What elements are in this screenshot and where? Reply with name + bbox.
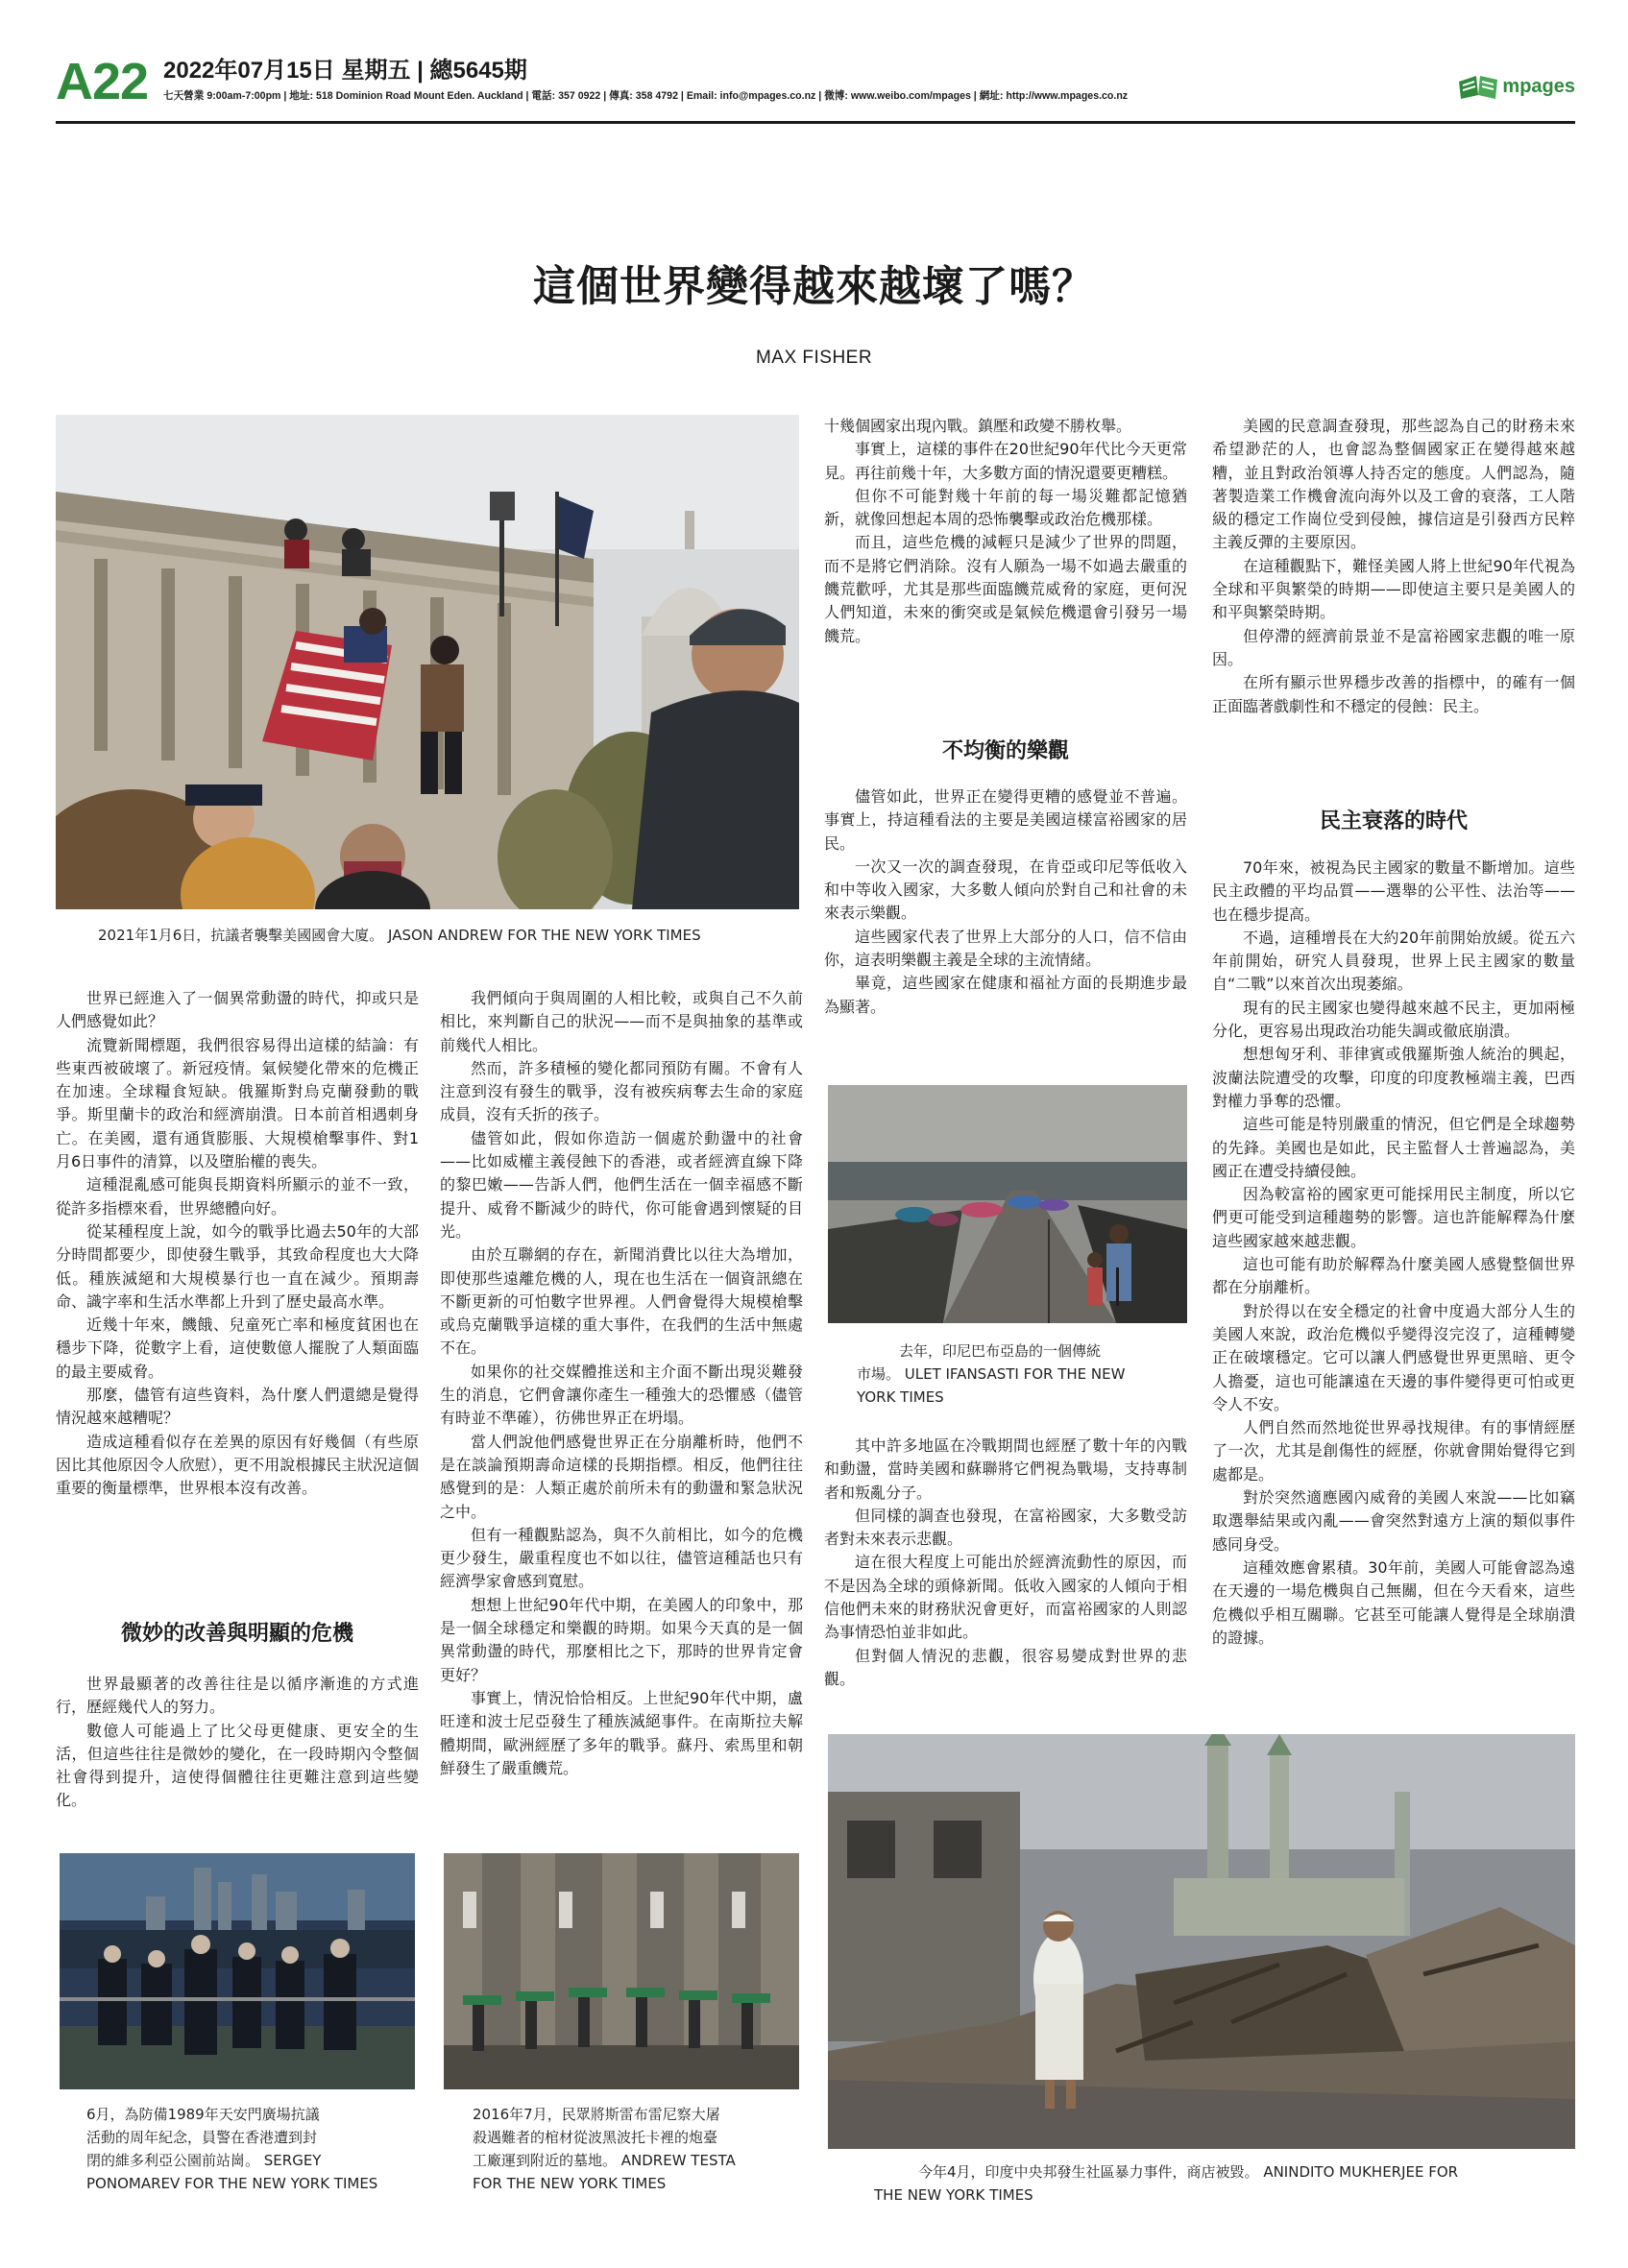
paragraph: 這種混亂感可能與長期資料所顯示的並不一致，從許多指標來看，世界總體向好。 [56,1175,419,1218]
paragraph: 近幾十年來，饑餓、兒童死亡率和極度貧困也在穩步下降，從數字上看，這使數億人擺脫了人類面臨的最主要威脅。 [56,1315,419,1381]
subhead-subtle-improvement: 微妙的改善與明顯的危機 [120,1621,353,1646]
paragraph: 由於互聯網的存在，新聞消費比以往大為增加，即使那些遠離危機的人，現在也生活在一個資訊總在不斷更新的可怕數字世界裡。人們會覺得大規模槍擊或烏克蘭戰爭這樣的重大事件，在我們的生活中無處不在。 [440,1245,803,1358]
subhead-democratic-decline: 民主衰落的時代 [1319,808,1468,833]
caption-india-destroyed-shops [874,2160,1575,2207]
brand-logo[interactable] [1457,71,1575,102]
paragraph: 但有一種觀點認為，與不久前相比，如今的危機更少發生，嚴重程度也不如以往，儘管這種話也只有經濟學家會感到寬慰。 [440,1525,803,1591]
masthead [56,52,1575,124]
caption-line: 市場。 ULET IFANSASTI FOR THE NEW [857,1365,1126,1383]
photo-papua-market [828,1085,1187,1323]
paragraph: 美國的民意調查發現，那些認為自己的財務未來希望渺茫的人，也會認為整個國家正在變得越來越糟，並且對政治領導人持否定的態度。人們認為，隨著製造業工作機會流向海外以及工會的衰落，工人階級的穩定工作崗位受到侵蝕，據信這是引發西方民粹主義反彈的主要原因。 [1212,417,1575,552]
paragraph: 想想上世紀90年代中期，在美國人的印象中，那是一個全球穩定和樂觀的時期。如果今天真的是一個異常動盪的時代，那麼相比之下，那時的世界肯定會更好？ [440,1595,803,1684]
caption-line: 工廠運到附近的墓地。 ANDREW TESTA [473,2152,736,2169]
page-number: A22 [56,53,149,110]
caption-line: 活動的周年紀念，員警在香港遭到封 [86,2129,318,2146]
paragraph: 這些可能是特別嚴重的情況，但它們是全球趨勢的先鋒。美國也是如此，民主監督人士普遍認為，美國正在遭受持續侵蝕。 [1212,1115,1575,1180]
caption-papua-market [857,1339,1183,1409]
caption-line: 閉的維多利亞公園前站崗。 SERGEY [86,2152,322,2169]
paragraph: 那麼，儘管有這些資料，為什麼人們還總是覺得情況越來越糟呢？ [56,1386,419,1428]
caption-line: YORK TIMES [857,1388,944,1406]
paragraph: 我們傾向于與周圍的人相比較，或與自己不久前相比，來判斷自己的狀況——而不是與抽象的基準或前幾代人相比。 [440,989,803,1054]
paragraph: 世界最顯著的改善往往是以循序漸進的方式進行，歷經幾代人的努力。 [56,1675,419,1717]
caption-line: 今年4月，印度中央邦發生社區暴力事件，商店被毀。 ANINDITO MUKHERJEE FOR [918,2163,1459,2181]
paragraph: 其中許多地區在冷戰期間也經歷了數十年的內戰和動盪，當時美國和蘇聯將它們視為戰場，支持專制者和叛亂分子。 [824,1436,1187,1502]
paragraph: 對於得以在安全穩定的社會中度過大部分人生的美國人來說，政治危機似乎變得沒完沒了，這種轉變正在破壞穩定。它可以讓人們感覺世界更黑暗、更令人擔憂，這也可能讓遠在天邊的事件變得更可怕或更令人不安。 [1212,1301,1575,1413]
caption-line: 2016年7月，民眾將斯雷布雷尼察大屠 [473,2106,720,2123]
column-4-bottom [1212,857,1575,1650]
caption-line: 6月，為防備1989年天安門廣場抗議 [86,2106,320,2123]
paragraph: 事實上，這樣的事件在20世紀90年代比今天更常見。再往前幾十年，大多數方面的情況還要更糟糕。 [824,440,1187,482]
paragraph: 儘管如此，假如你造訪一個處於動盪中的社會——比如威權主義侵蝕下的香港，或者經濟直線下降的黎巴嫩——告訴人們，他們生活在一個幸福感不斷提升、威脅不斷減少的時代，你可能會遇到懷疑的目光。 [440,1128,803,1241]
paragraph: 畢竟，這些國家在健康和福祉方面的長期進步最為顯著。 [824,974,1187,1016]
paragraph: 現有的民主國家也變得越來越不民主，更加兩極分化，更容易出現政治功能失調或徹底崩潰。 [1212,998,1575,1041]
column-3-middle [824,785,1187,1019]
paragraph: 這些國家代表了世界上大部分的人口，信不信由你，這表明樂觀主義是全球的主流情緒。 [824,927,1187,970]
paragraph: 數億人可能過上了比父母更健康、更安全的生活，但這些往往是微妙的變化，在一段時期內令整個社會得到提升，這使得個體往往更難注意到這些變化。 [56,1721,419,1810]
paragraph: 在所有顯示世界穩步改善的指標中，的確有一個正面臨著戲劇性和不穩定的侵蝕：民主。 [1212,673,1575,715]
paragraph: 從某種程度上說，如今的戰爭比過去50年的大部分時間都要少，即使發生戰爭，其致命程度也大大降低。種族滅絕和大規模暴行也一直在減少。預期壽命、識字率和生活水準都上升到了歷史最高水準。 [56,1221,419,1311]
paragraph: 想想匈牙利、菲律賓或俄羅斯強人統治的興起，波蘭法院遭受的攻擊，印度的印度教極端主義，巴西對權力爭奪的恐懼。 [1212,1045,1575,1110]
column-2 [440,987,803,1780]
column-1 [56,987,419,1501]
photo-capitol-riot [56,415,799,909]
caption-srebrenica-coffins [473,2103,799,2195]
paragraph: 如果你的社交媒體推送和主介面不斷出現災難發生的消息，它們會讓你產生一種強大的恐懼感（儘管有時並不準確），彷佛世界正在坍塌。 [440,1362,803,1428]
paragraph: 然而，許多積極的變化都同預防有關。不會有人注意到沒有發生的戰爭，沒有被疾病奪去生命的家庭成員，沒有夭折的孩子。 [440,1058,803,1124]
caption-line: FOR THE NEW YORK TIMES [473,2175,667,2192]
article-headline: 這個世界變得越來越壞了嗎？ [533,262,1095,311]
paragraph: 儘管如此，世界正在變得更糟的感覺並不普遍。事實上，持這種看法的主要是美國這樣富裕國家的居民。 [824,787,1187,853]
brand-name: mpages [1502,75,1575,97]
column-4-top [1212,415,1575,718]
column-3-bottom [824,1435,1187,1691]
paragraph: 世界已經進入了一個異常動盪的時代，抑或只是人們感覺如此？ [56,989,419,1031]
paragraph: 這也可能有助於解釋為什麼美國人感覺整個世界都在分崩離析。 [1212,1255,1575,1297]
paragraph: 人們自然而然地從世界尋找規律。有的事情經歷了一次，尤其是創傷性的經歷，你就會開始覺得它到處都是。 [1212,1418,1575,1484]
paragraph: 對於突然適應國內威脅的美國人來說——比如竊取選舉結果或內亂——會突然對遠方上演的類似事件感同身受。 [1212,1488,1575,1554]
paragraph: 當人們說他們感覺世界正在分崩離析時，他們不是在談論預期壽命這樣的長期指標。相反，他們往往感覺到的是：人類正處於前所未有的動盪和緊急狀況之中。 [440,1432,803,1521]
caption-hong-kong-police [86,2103,403,2195]
photo-india-destroyed-shops [828,1734,1575,2149]
photo-hong-kong-police [60,1853,415,2089]
paragraph: 事實上，情況恰恰相反。上世紀90年代中期，盧旺達和波士尼亞發生了種族滅絕事件。在南斯拉夫解體期間，歐洲經歷了多年的戰爭。蘇丹、索馬里和朝鮮發生了嚴重饑荒。 [440,1688,803,1777]
paragraph: 在這種觀點下，難怪美國人將上世紀90年代視為全球和平與繁榮的時期——即使這主要只是美國人的和平與繁榮時期。 [1212,556,1575,622]
caption-capitol: 2021年1月6日，抗議者襲擊美國國會大廈。 JASON ANDREW FOR THE NEW YORK TIMES [98,927,701,944]
paragraph: 流覽新聞標題，我們很容易得出這樣的結論：有些東西被破壞了。新冠疫情。氣候變化帶來的危機正在加速。全球糧食短缺。俄羅斯對烏克蘭發動的戰爭。斯里蘭卡的政治和經濟崩潰。日本前首相遇刺身亡。在美國，還有通貨膨脹、大規模槍擊事件、對1月6日事件的清算，以及墮胎權的喪失。 [56,1035,419,1171]
paragraph: 十幾個國家出現內戰。鎮壓和政變不勝枚舉。 [824,417,1132,435]
contact-info-line: 七天營業 9:00am-7:00pm | 地址: 518 Dominion Road Mount Eden. Auckland | 電話: 357 0922 | 傳真: 358 4792 | Email: info@mpages.co.nz | 微博: www.weibo.com/mpages | 網址: http://www.mpages.co.nz [163,90,1129,102]
paragraph: 這種效應會累積。30年前，美國人可能會認為遠在天邊的一場危機與自己無關，但在今天看來，這些危機似乎相互關聯。它甚至可能讓人覺得是全球崩潰的證據。 [1212,1557,1575,1647]
paragraph: 70年來，被視為民主國家的數量不斷增加。這些民主政體的平均品質——選舉的公平性、法治等——也在穩步提高。 [1212,858,1575,924]
subhead-uneven-optimism: 不均衡的樂觀 [941,738,1069,763]
paragraph: 因為較富裕的國家更可能採用民主制度，所以它們更可能受到這種趨勢的影響。這也許能解釋為什麼這些國家越來越悲觀。 [1212,1185,1575,1250]
paragraph: 但對個人情況的悲觀，很容易變成對世界的悲觀。 [824,1646,1187,1688]
paragraph: 造成這種看似存在差異的原因有好幾個（有些原因比其他原因令人欣慰），更不用說根據民主狀況這個重要的衡量標準，世界根本沒有改善。 [56,1432,419,1498]
caption-line: THE NEW YORK TIMES [874,2186,1033,2204]
paragraph: 但你不可能對幾十年前的每一場災難都記憶猶新，就像回想起本周的恐怖襲擊或政治危機那樣。 [824,486,1187,529]
column-1-continued [56,1673,419,1813]
caption-line: 殺遇難者的棺材從波黑波托卡裡的炮臺 [473,2129,718,2146]
paragraph: 但停滯的經濟前景並不是富裕國家悲觀的唯一原因。 [1212,626,1575,668]
paragraph: 一次又一次的調查發現，在肯亞或印尼等低收入和中等收入國家，大多數人傾向於對自己和社會的未來表示樂觀。 [824,857,1187,923]
issue-date-line: 2022年07月15日 星期五 | 總5645期 [163,58,527,84]
article-byline: MAX FISHER [755,348,873,368]
photo-srebrenica-coffins [444,1853,799,2089]
paragraph: 這在很大程度上可能出於經濟流動性的原因，而不是因為全球的頭條新聞。低收入國家的人傾向于相信他們未來的財務狀況會更好，而富裕國家的人則認為事情恐怕並非如此。 [824,1553,1187,1642]
caption-line: 去年，印尼巴布亞島的一個傳統 [899,1342,1102,1360]
paragraph: 而且，這些危機的減輕只是減少了世界的問題，而不是將它們消除。沒有人願為一場不如過去嚴重的饑荒歡呼，尤其是那些面臨饑荒威脅的家庭，更何況人們知道，未來的衝突或是氣候危機還會引發另一場饑荒。 [824,533,1187,645]
paragraph: 但同樣的調查也發現，在富裕國家，大多數受訪者對未來表示悲觀。 [824,1506,1187,1549]
column-3-top [824,415,1187,648]
brand-book-icon [1457,74,1499,99]
paragraph: 不過，這種增長在大約20年前開始放緩。從五六年前開始，研究人員發現，世界上民主國家的數量自“二戰”以來首次出現萎縮。 [1212,928,1575,994]
caption-line: PONOMAREV FOR THE NEW YORK TIMES [86,2175,378,2192]
